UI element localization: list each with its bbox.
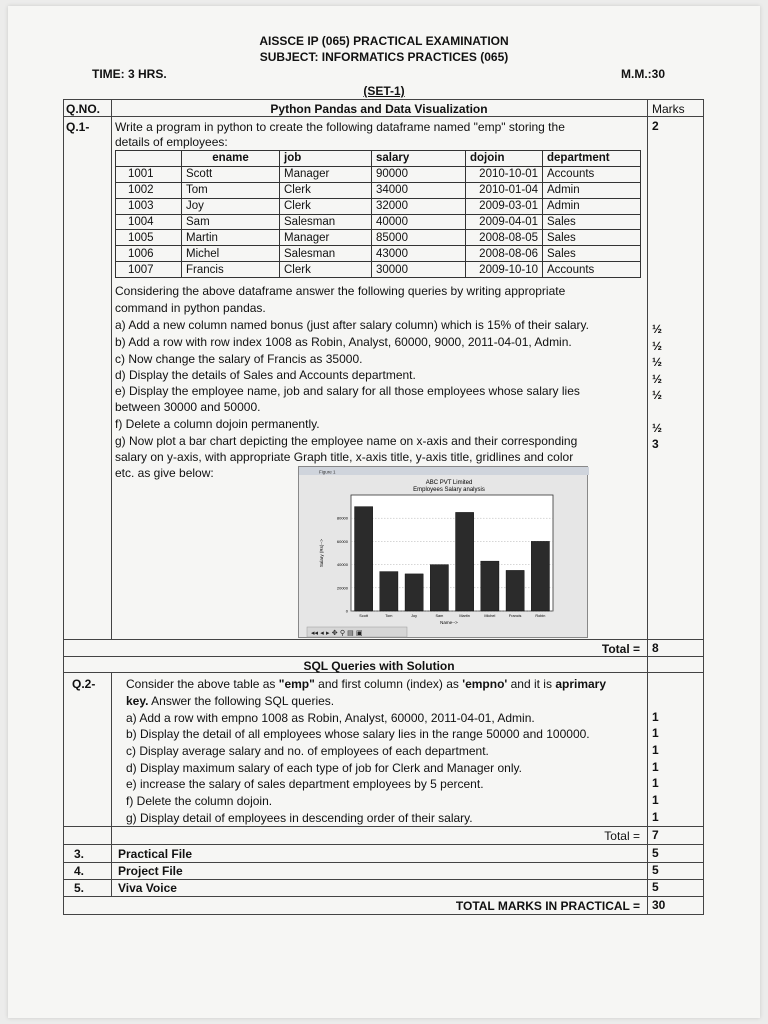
q1-total-value: 8 (652, 641, 659, 655)
cell-department: Accounts (543, 262, 641, 278)
project-file-label: Project File (118, 864, 183, 878)
q1-part-g-line2: salary on y-axis, with appropriate Graph title, x-axis title, y-axis title, gridlines and color (115, 450, 574, 464)
cell-dojoin: 2009-10-10 (466, 262, 543, 278)
col-header-department: department (543, 151, 641, 167)
q1-part-g-line3: etc. as give below: (115, 466, 214, 480)
chart-bar-martin (456, 512, 474, 611)
grand-total-label: TOTAL MARKS IN PRACTICAL = (455, 899, 640, 913)
cell-index: 1006 (116, 246, 182, 262)
table-row (116, 214, 641, 230)
row4-number: 4. (74, 864, 85, 878)
exam-title: AISSCE IP (065) PRACTICAL EXAMINATION (259, 34, 509, 48)
cell-department: Admin (543, 182, 641, 198)
cell-ename: Francis (182, 262, 280, 278)
cell-ename: Sam (182, 214, 280, 230)
table-row (116, 230, 641, 246)
cell-job: Clerk (280, 262, 372, 278)
max-marks-label: M.M.:30 (621, 67, 666, 81)
q2-total-border (63, 844, 704, 845)
q2-intro-key: key. (126, 694, 149, 708)
table-row (116, 182, 641, 198)
row5-border (63, 896, 704, 897)
q1-part-d: d) Display the details of Sales and Accounts department. (115, 368, 416, 382)
q2-intro-table-name: "emp" (278, 677, 315, 691)
cell-ename: Martin (182, 230, 280, 246)
cell-index: 1004 (116, 214, 182, 230)
q2-part-e: e) increase the salary of sales department employees by 5 percent. (126, 777, 484, 791)
chart-xtick-label: Tom (385, 614, 393, 618)
qno-col-border-1 (111, 99, 112, 640)
table-top-border (63, 99, 704, 100)
q2-mark-b: 1 (652, 726, 659, 740)
cell-dojoin: 2010-01-04 (466, 182, 543, 198)
cell-department: Sales (543, 246, 641, 262)
col-header-index (116, 151, 182, 167)
q2-part-b: b) Display the detail of all employees whose salary lies in the range 50000 and 100000. (126, 727, 590, 741)
q1-consider-line1: Considering the above dataframe answer the following queries by writing appropriate (115, 284, 566, 298)
q2-end-border (63, 826, 704, 827)
time-label: TIME: 3 HRS. (92, 67, 167, 81)
section2-title: SQL Queries with Solution (303, 659, 455, 673)
chart-xtick-label: Robin (535, 614, 546, 618)
table-row (116, 262, 641, 278)
q2-intro-line1 (126, 676, 606, 692)
cell-dojoin: 2008-08-05 (466, 230, 543, 246)
cell-ename: Scott (182, 166, 280, 182)
cell-job: Clerk (280, 198, 372, 214)
col-header-ename: ename (182, 151, 280, 167)
cell-dojoin: 2010-10-01 (466, 166, 543, 182)
cell-job: Clerk (280, 182, 372, 198)
cell-ename: Joy (182, 198, 280, 214)
exam-paper (8, 6, 760, 1018)
q2-mark-g: 1 (652, 810, 659, 824)
mark-d: ½ (652, 372, 663, 386)
cell-salary: 90000 (372, 166, 466, 182)
q2-mark-c: 1 (652, 743, 659, 757)
q1-part-c: c) Now change the salary of Francis as 35000. (115, 352, 363, 366)
chart-window-label: Figure 1 (319, 469, 336, 475)
row5-number: 5. (74, 881, 85, 895)
chart-bar-sam (430, 565, 448, 611)
col-header-salary: salary (372, 151, 466, 167)
chart-bar-scott (355, 507, 373, 611)
chart-xtick-label: Scott (359, 614, 368, 618)
q1-end-border (63, 639, 704, 640)
chart-bar-tom (380, 572, 398, 611)
q2-intro-text-a: Consider the above table as (126, 677, 279, 691)
cell-index: 1003 (116, 198, 182, 214)
chart-ytick-label: 0 (345, 608, 348, 614)
q2-total-value: 7 (652, 828, 659, 842)
q1-part-e-line1: e) Display the employee name, job and salary for all those employees whose salary lies (115, 384, 580, 398)
chart-ytick-label: 80000 (336, 515, 348, 521)
row3-number: 3. (74, 847, 85, 861)
chart-xtick-label: Martin (459, 614, 470, 618)
q1-number: Q.1- (66, 120, 90, 134)
q2-mark-d: 1 (652, 760, 659, 774)
chart-ylabel: Salary (Rs)--> (319, 538, 324, 568)
cell-salary: 30000 (372, 262, 466, 278)
toolbar-nav-icons[interactable]: ◂◂ ◂ ▸ ✥ ⚲ ▤ ▣ (311, 629, 363, 637)
cell-ename: Michel (182, 246, 280, 262)
q1-total-label: Total = (601, 642, 640, 656)
chart-svg (299, 467, 589, 639)
chart-toolbar[interactable] (307, 627, 407, 637)
marks-header: Marks (652, 102, 685, 116)
subject-title: SUBJECT: INFORMATICS PRACTICES (065) (259, 50, 509, 64)
cell-dojoin: 2009-04-01 (466, 214, 543, 230)
marks-col-border (647, 99, 648, 914)
cell-job: Manager (280, 230, 372, 246)
chart-window-titlebar (299, 467, 589, 475)
qno-header: Q.NO. (66, 102, 101, 116)
q1-part-a: a) Add a new column named bonus (just after salary column) which is 15% of their salary. (115, 318, 589, 332)
section1-title: Python Pandas and Data Visualization (270, 102, 488, 116)
q2-mark-a: 1 (652, 710, 659, 724)
table-left-border (63, 99, 64, 914)
project-file-marks: 5 (652, 863, 659, 877)
chart-xtick-label: Francis (508, 614, 522, 618)
chart-bar-robin (531, 541, 549, 611)
q2-intro-text-e: and it is (507, 677, 556, 691)
practical-file-marks: 5 (652, 846, 659, 860)
q2-part-c: c) Display average salary and no. of employees of each department. (126, 744, 489, 758)
q1-part-e-line2: between 30000 and 50000. (115, 400, 261, 414)
table-row (116, 166, 641, 182)
q1-intro-line1: Write a program in python to create the following dataframe named "emp" storing the (115, 120, 565, 134)
cell-salary: 32000 (372, 198, 466, 214)
q2-mark-f: 1 (652, 793, 659, 807)
chart-bar-joy (405, 574, 423, 611)
cell-salary: 85000 (372, 230, 466, 246)
cell-index: 1001 (116, 166, 182, 182)
q2-intro-key-name: 'empno' (462, 677, 508, 691)
chart-ytick-label: 20000 (336, 585, 348, 591)
q1-part-b: b) Add a row with row index 1008 as Robin, Analyst, 60000, 9000, 2011-04-01, Admin. (115, 335, 572, 349)
q2-mark-e: 1 (652, 776, 659, 790)
chart-ytick-label: 40000 (336, 562, 348, 568)
cell-job: Salesman (280, 214, 372, 230)
cell-department: Admin (543, 198, 641, 214)
set-label: (SET-1) (363, 84, 405, 98)
cell-ename: Tom (182, 182, 280, 198)
mark-g: 3 (652, 437, 659, 451)
q2-part-a: a) Add a row with empno 1008 as Robin, Analyst, 60000, 2011-04-01, Admin. (126, 711, 535, 725)
salary-bar-chart (298, 466, 588, 638)
cell-dojoin: 2009-03-01 (466, 198, 543, 214)
table-right-border (703, 99, 704, 914)
employee-table-header (116, 151, 641, 167)
mark-f: ½ (652, 421, 663, 435)
chart-xtick-label: Michel (484, 614, 496, 618)
mark-a: ½ (652, 322, 663, 336)
cell-index: 1002 (116, 182, 182, 198)
chart-xtick-label: Sam (435, 614, 444, 618)
cell-department: Sales (543, 214, 641, 230)
viva-voice-label: Viva Voice (118, 881, 177, 895)
q2-intro-line2 (126, 693, 334, 709)
mark-c: ½ (652, 355, 663, 369)
chart-bar-francis (506, 570, 524, 611)
col-header-job: job (280, 151, 372, 167)
q2-part-d: d) Display maximum salary of each type of job for Clerk and Manager only. (126, 761, 522, 775)
table-row (116, 198, 641, 214)
viva-voice-marks: 5 (652, 880, 659, 894)
q1-consider-line2: command in python pandas. (115, 301, 266, 315)
q1-marks: 2 (652, 119, 659, 133)
qno-col-border-2 (111, 672, 112, 897)
cell-index: 1007 (116, 262, 182, 278)
chart-xlabel: Name--> (440, 620, 458, 625)
chart-subtitle: Employees Salary analysis (413, 487, 485, 493)
table-row (116, 246, 641, 262)
cell-dojoin: 2008-08-06 (466, 246, 543, 262)
grand-total-value: 30 (652, 898, 666, 912)
practical-file-label: Practical File (118, 847, 193, 861)
cell-job: Salesman (280, 246, 372, 262)
col-header-dojoin: dojoin (466, 151, 543, 167)
q2-intro-text-c: and first column (index) as (314, 677, 463, 691)
table-bottom-border (63, 914, 704, 915)
cell-salary: 40000 (372, 214, 466, 230)
q2-intro-primary: aprimary (555, 677, 607, 691)
q1-part-g-line1: g) Now plot a bar chart depicting the employee name on x-axis and their corresponding (115, 434, 578, 448)
q2-part-f: f) Delete the column dojoin. (126, 794, 273, 808)
q2-part-g: g) Display detail of employees in descending order of their salary. (126, 811, 473, 825)
cell-salary: 34000 (372, 182, 466, 198)
cell-index: 1005 (116, 230, 182, 246)
chart-bar-michel (481, 561, 499, 611)
mark-b: ½ (652, 339, 663, 353)
q2-intro-text-2: Answer the following SQL queries. (148, 694, 335, 708)
employee-table (115, 150, 641, 278)
q2-number: Q.2- (72, 677, 96, 691)
mark-e: ½ (652, 388, 663, 402)
cell-department: Accounts (543, 166, 641, 182)
q1-intro-line2: details of employees: (115, 135, 228, 149)
chart-xtick-label: Joy (411, 614, 418, 618)
q1-part-f: f) Delete a column dojoin permanently. (115, 417, 320, 431)
cell-department: Sales (543, 230, 641, 246)
cell-salary: 43000 (372, 246, 466, 262)
chart-ytick-label: 60000 (336, 538, 348, 544)
chart-title: ABC PVT Limited (425, 480, 473, 486)
q2-total-label: Total = (604, 829, 640, 843)
cell-job: Manager (280, 166, 372, 182)
